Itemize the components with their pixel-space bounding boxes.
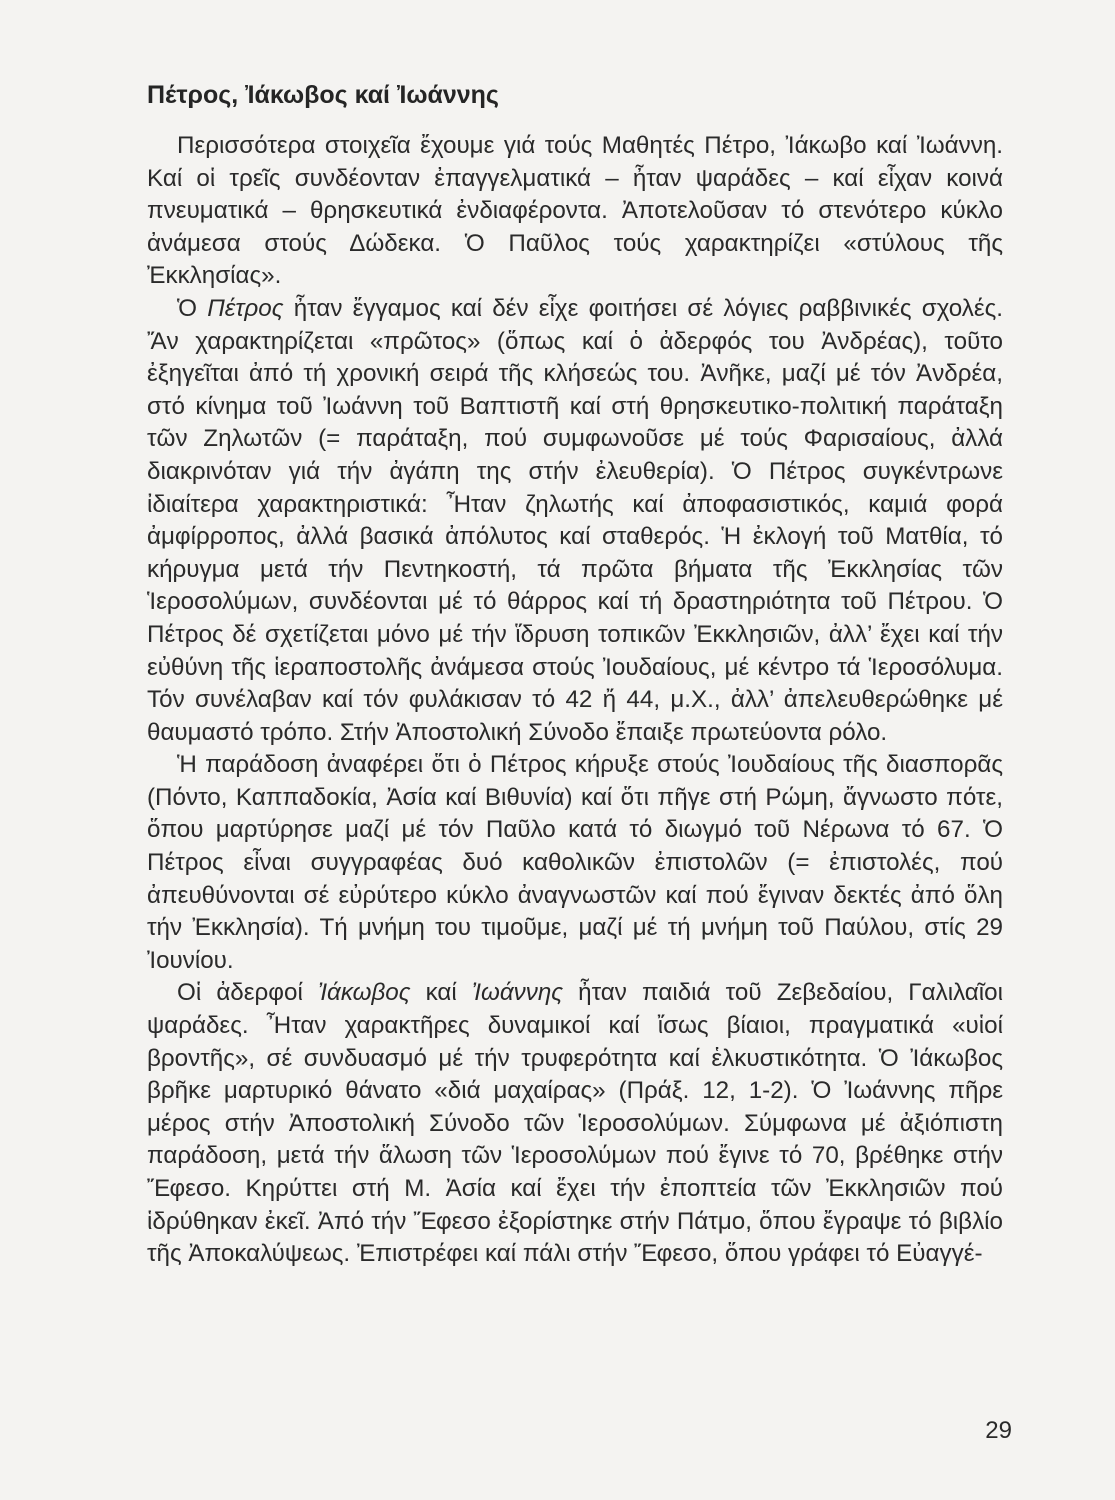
paragraph-text: ἦταν ἔγγαμος καί δέν εἶχε φοιτήσει σέ λόγιες ραββινικές σχολές. Ἄν χαρακτηρίζεται «πρῶτος» (ὅπως καί ὁ ἀδερφός του Ἀνδρέας), τοῦτο ἐξηγεῖται ἀπό τή χρονική σειρά τῆς κλήσεώς του. Ἀνῆκε, μαζί μέ τόν Ἀνδρέα, στό κίνημα τοῦ Ἰωάννη τοῦ Βαπτιστῆ καί στή θρησκευτικο-πολιτική παράταξη τῶν Ζηλωτῶν (= παράταξη, πού συμφωνοῦσε μέ τούς Φαρισαίους, ἀλλά διακρινόταν γιά τήν ἀγάπη της στήν ἐλευθερία). Ὁ Πέτρος συγκέντρωνε ἰδιαίτερα χαρακτηριστικά: Ἦταν ζηλωτής καί ἀποφασιστικός, καμιά φορά ἀμφίρροπος, ἀλλά βασικά ἀπόλυτος καί σταθερός. Ἡ ἐκλογή τοῦ Ματθία, τό κήρυγμα μετά τήν Πεντηκοστή, τά πρῶτα βήματα τῆς Ἐκκλησίας τῶν Ἱεροσολύμων, συνδέονται μέ τό θάρρος καί τή δραστηριότητα τοῦ Πέτρου. Ὁ Πέτρος δέ σχετίζεται μόνο μέ τήν ἵδρυση τοπικῶν Ἐκκλησιῶν, ἀλλ’ ἔχει καί τήν εὐθύνη τῆς ἱεραποστολῆς ἀνάμεσα στούς Ἰουδαίους, μέ κέντρο τά Ἱεροσόλυμα. Τόν συνέλαβαν καί τόν φυλάκισαν τό 42 ἤ 44, μ.Χ., ἀλλ’ ἀπελευθερώθηκε μέ θαυμαστό τρόπο. Στήν Ἀποστολική Σύνοδο ἔπαιξε πρωτεύοντα ρόλο.: [147, 294, 1003, 746]
paragraph: [147, 293, 1003, 749]
italic-name: Ἰωάννης: [471, 979, 564, 1007]
paragraph: [147, 749, 1003, 977]
paragraph-container: [147, 130, 1003, 1271]
paragraph-text: καί: [410, 979, 472, 1007]
paragraph-text: Περισσότερα στοιχεῖα ἔχουμε γιά τούς Μαθητές Πέτρο, Ἰάκωβο καί Ἰωάννη. Καί οἱ τρεῖς συνδέονταν ἐπαγγελματικά – ἦταν ψαράδες – καί εἶχαν κοινά πνευματικά – θρησκευτικά ἐνδιαφέροντα. Ἀποτελοῦσαν τό στενότερο κύκλο ἀνάμεσα στούς Δώδεκα. Ὁ Παῦλος τούς χαρακτηρίζει «στύλους τῆς Ἐκκλησίας».: [147, 132, 1003, 290]
section-heading: Πέτρος, Ἰάκωβος καί Ἰωάννης: [147, 81, 499, 109]
paragraph-text: Ἡ παράδοση ἀναφέρει ὅτι ὁ Πέτρος κήρυξε στούς Ἰουδαίους τῆς διασπορᾶς (Πόντο, Καππαδοκία, Ἀσία καί Βιθυνία) καί ὅτι πῆγε στή Ρώμη, ἄγνωστο πότε, ὅπου μαρτύρησε μαζί μέ τόν Παῦλο κατά τό διωγμό τοῦ Νέρωνα τό 67. Ὁ Πέτρος εἶναι συγγραφέας δυό καθολικῶν ἐπιστολῶν (= ἐπιστολές, πού ἀπευθύνονται σέ εὐρύτερο κύκλο ἀναγνωστῶν καί πού ἔγιναν δεκτές ἀπό ὅλη τήν Ἐκκλησία). Τή μνήμη του τιμοῦμε, μαζί μέ τή μνήμη τοῦ Παύλου, στίς 29 Ἰουνίου.: [147, 751, 1003, 974]
paragraph-text: Οἱ ἀδερφοί: [177, 979, 318, 1007]
paragraph: [147, 977, 1003, 1270]
italic-name: Ἰάκωβος: [317, 979, 411, 1007]
paragraph-text: ἦταν παιδιά τοῦ Ζεβεδαίου, Γαλιλαῖοι ψαράδες. Ἦταν χαρακτῆρες δυναμικοί καί ἴσως βίαιοι, πραγματικά «υἱοί βροντῆς», σέ συνδυασμό μέ τήν τρυφερότητα καί ἑλκυστικότητα. Ὁ Ἰάκωβος βρῆκε μαρτυρικό θάνατο «διά μαχαίρας» (Πράξ. 12, 1-2). Ὁ Ἰωάννης πῆρε μέρος στήν Ἀποστολική Σύνοδο τῶν Ἱεροσολύμων. Σύμφωνα μέ ἀξιόπιστη παράδοση, μετά τήν ἅλωση τῶν Ἱεροσολύμων πού ἔγινε τό 70, βρέθηκε στήν Ἔφεσο. Κηρύττει στή Μ. Ἀσία καί ἔχει τήν ἐποπτεία τῶν Ἐκκλησιῶν πού ἱδρύθηκαν ἐκεῖ. Ἀπό τήν Ἔφεσο ἐξορίστηκε στήν Πάτμο, ὅπου ἔγραψε τό βιβλίο τῆς Ἀποκαλύψεως. Ἐπιστρέφει καί πάλι στήν Ἔφεσο, ὅπου γράφει τό Εὐαγγέ-: [147, 979, 1003, 1268]
paragraph: [147, 130, 1003, 293]
paragraph-text: Ὁ: [177, 294, 208, 322]
page-number: 29: [985, 1417, 1012, 1444]
italic-name: Πέτρος: [207, 294, 284, 322]
page-body: [147, 78, 1003, 1271]
